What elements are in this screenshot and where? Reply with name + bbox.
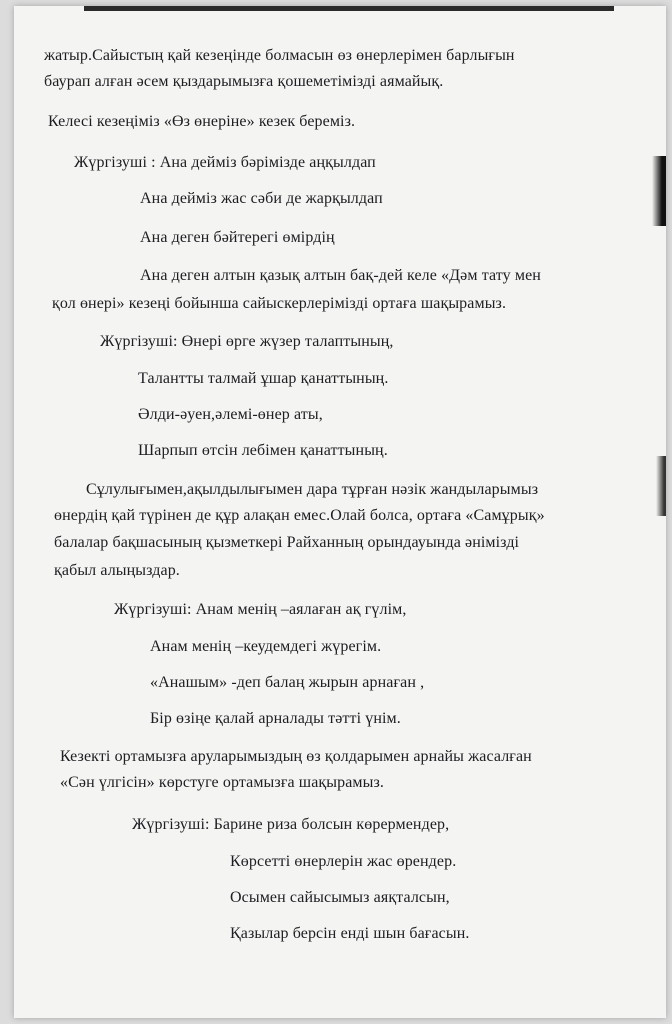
paragraph-line: балалар бақшасының қызметкері Райханның орындауында әнімізді: [54, 534, 520, 551]
poem-line: Ана деген бәйтерегі өмірдің: [140, 229, 335, 246]
paragraph-line: «Сән үлгісін» көрстуге ортамызға шақырамыз.: [60, 774, 385, 791]
poem-line: Шарпып өтсін лебімен қанаттының.: [138, 442, 388, 459]
poem-line: «Анашым» -деп балаң жырын арнаған ,: [150, 674, 425, 691]
host-line: Жүргізуші: Өнері өрге жүзер талаптының,: [100, 333, 394, 350]
paragraph-line: өнердің қай түрінен де құр алақан емес.Олай болса, ортаға «Самұрық»: [54, 507, 545, 524]
paragraph-line: Келесі кезеңіміз «Өз өнеріне» кезек береміз.: [48, 113, 356, 130]
paragraph-line: баурап алған әсем қыздарымызға қошеметімізді аямайық.: [44, 73, 444, 90]
host-line: Жүргізуші: Анам менің –аялаған ақ гүлім,: [114, 601, 407, 618]
poem-line: Осымен сайысымыз аяқталсын,: [230, 889, 450, 906]
document-page: [14, 6, 666, 1018]
paragraph-line: қол өнері» кезеңі бойынша сайыскерлерімізді ортаға шақырамыз.: [52, 295, 507, 312]
scan-edge-mark: [656, 456, 666, 516]
scan-edge-mark: [652, 156, 666, 226]
paragraph-line: қабыл алыңыздар.: [54, 562, 180, 579]
paragraph-line: Сұлулығымен,ақылдылығымен дара тұрған нәзік жандыларымыз: [86, 481, 539, 498]
poem-line: Ана дейміз жас сәби де жарқылдап: [140, 190, 383, 207]
poem-line: Бір өзіңе қалай арналады тәтті үнім.: [150, 710, 401, 727]
poem-line: Ана деген алтын қазық алтын бақ-дей келе «Дәм тату мен: [140, 267, 541, 284]
poem-line: Көрсетті өнерлерін жас өрендер.: [230, 853, 457, 870]
host-line: Жүргізуші: Барине риза болсын көрермендер,: [132, 816, 450, 833]
scan-top-edge: [84, 6, 614, 11]
poem-line: Қазылар берсін енді шын бағасын.: [230, 925, 470, 942]
poem-line: Әлди-әуен,әлемі-өнер аты,: [138, 406, 323, 423]
paragraph-line: Кезекті ортамызға аруларымыздың өз қолдарымен арнайы жасалған: [60, 748, 532, 765]
paragraph-line: жатыр.Сайыстың қай кезеңінде болмасын өз өнерлерімен барлығын: [44, 47, 515, 64]
host-line: Жүргізуші : Ана дейміз бәрімізде аңқылдап: [74, 154, 376, 171]
poem-line: Талантты талмай ұшар қанаттының.: [138, 370, 389, 387]
poem-line: Анам менің –кеудемдегі жүрегім.: [150, 638, 382, 655]
